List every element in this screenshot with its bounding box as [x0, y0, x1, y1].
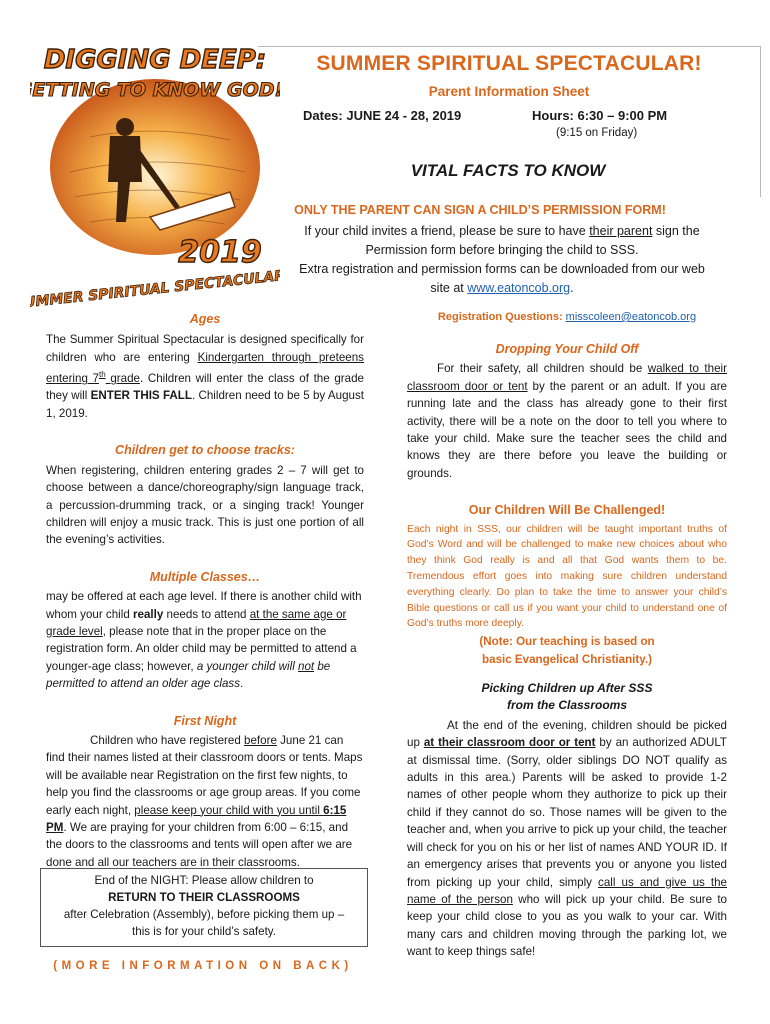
website-link[interactable]: www.eatoncob.org: [467, 281, 571, 295]
page-title: SUMMER SPIRITUAL SPECTACULAR!: [316, 52, 702, 75]
ages-text: . Children will enter the class of the grade they will: [46, 372, 364, 403]
dropping-text: by the parent or an adult. If you are running late and the class has already gone to their first activity, there will be a note on the door to tell you where to take your child. Make sure the teacher sees the child and knows they are there before you leave the building or grounds.: [407, 379, 728, 480]
ages-superscript: th: [99, 370, 106, 380]
teaching-note-line2: basic Evangelical Christianity.): [482, 652, 652, 666]
logo-year: 2019: [178, 235, 262, 270]
notice-text-segment: If your child invites a friend, please be sure to have: [304, 224, 590, 238]
classes-underlined-text: at the same age or grade level: [46, 607, 347, 638]
logo-bottom-text: SUMMER SPIRITUAL SPECTACULAR: [30, 267, 280, 312]
registration-email-link[interactable]: misscoleen@eatoncob.org: [565, 311, 697, 323]
dropping-heading: Dropping Your Child Off: [495, 342, 639, 356]
classes-italic-text: a younger child will: [196, 659, 298, 673]
classes-paragraph: [46, 588, 364, 692]
picking-underlined-text: call us and give us the name of the person: [407, 875, 727, 906]
permission-notice-headline: ONLY THE PARENT CAN SIGN A CHILD’S PERMISSION FORM!: [294, 203, 666, 217]
picking-bold-underlined-text: at their classroom door or tent: [423, 736, 596, 750]
classes-text: may be offered at each age level. If there is another child with whom your child: [46, 590, 362, 621]
picking-text: by an authorized ADULT at dismissal time. (Sorry, older siblings DO NOT qualify as adults in this area.) Parents will be asked to provide 1-2 names of other people whom they authorize to pick up their child if they cannot do so. Those names will be given to the teacher and, when you arrive to pick up your child, the teacher will check for you on his or her list of names AND YOUR ID. If an emergency arises that prevents you or anyone you listed from picking up your child, simply: [407, 736, 727, 889]
end-of-night-note: [40, 868, 368, 947]
picking-text: who will pick up your child. Be sure to keep your child close to you as you walk to your car. With many cars and children moving through the parking lot, we want to keep things safe!: [407, 892, 727, 959]
first-night-heading: First Night: [173, 713, 237, 728]
picking-paragraph: [407, 717, 727, 961]
first-night-text: . We are praying for your children from 6:00 – 6:15, and the doors to the classrooms and tents will open after we are done and all our teachers are in their classrooms.: [46, 821, 353, 869]
ages-heading: Ages: [189, 312, 221, 326]
notice-text-segment: Extra registration and permission forms can be downloaded from our web: [299, 262, 705, 276]
dropping-text: For their safety, all children should be: [437, 362, 648, 376]
classes-italic-text: be permitted to attend an older age class: [46, 659, 331, 691]
permission-notice-text: [262, 222, 742, 298]
ages-underlined-text: Kindergarten through preteens entering 7: [46, 350, 364, 386]
notice-underlined-text: their parent: [589, 224, 653, 238]
classes-text: , please note that in the proper place on the registration form. An older child may be permitted to attend a younger-age class; however,: [46, 624, 357, 673]
ages-paragraph: [46, 331, 364, 422]
notice-text-segment: sign the: [652, 224, 700, 238]
challenged-paragraph: Each night in SSS, our children will be taught important truths of God’s Word and will be challenged to make new choices about who they think God really is and all that God wants them to be. Tremendous effort goes into making sure children understand everything clearly. Do plan to take the time to answer your child’s Bible questions or call us if you want your child to understand one of God’s truths more deeply.: [407, 523, 727, 630]
picking-text: At the end of the evening, children should be picked up: [407, 718, 727, 750]
right-column: [407, 341, 727, 961]
ages-text: The Summer Spiritual Spectacular is designed specifically for children who are entering: [46, 333, 364, 364]
first-night-underlined-text: before: [244, 733, 277, 747]
more-info-footer: (MORE INFORMATION ON BACK): [53, 960, 353, 972]
left-column: [46, 311, 364, 871]
notice-text-segment: .: [570, 281, 574, 295]
vital-facts-heading: VITAL FACTS TO KNOW: [410, 161, 606, 180]
notice-text-segment: Permission form before bringing the child to SSS.: [365, 243, 639, 257]
tracks-heading: Children get to choose tracks:: [115, 443, 295, 458]
dropping-underlined-text: walked to their classroom door or tent: [407, 362, 727, 393]
friday-hours-note: (9:15 on Friday): [556, 127, 638, 139]
first-night-text: June 21 can find their names listed at their classroom doors or tents. Maps will be available near Registration on the first few nights, to help you find the classrooms or age group areas. If you come early each night,: [46, 733, 363, 817]
logo-top-text: DIGGING DEEP:: [43, 45, 267, 75]
picking-heading-line1: Picking Children up After SSS: [481, 681, 653, 696]
event-hours: Hours: 6:30 – 9:00 PM: [532, 108, 668, 123]
picking-heading-line2: from the Classrooms: [506, 698, 628, 713]
ages-text: . Children need to be 5 by August 1, 2019.: [46, 389, 364, 420]
classes-italic-underlined-text: not: [298, 659, 315, 673]
first-night-bold-underlined-text: 6:15 PM: [46, 803, 347, 835]
dropping-paragraph: [407, 360, 727, 482]
challenged-heading: Our Children Will Be Challenged!: [468, 503, 666, 518]
classes-text: .: [240, 677, 244, 691]
classes-text: needs to attend: [163, 607, 250, 621]
logo-mid-text: GETTING TO KNOW GOD!: [30, 79, 280, 101]
teaching-note-line1: (Note: Our teaching is based on: [479, 635, 655, 649]
ages-bold-text: ENTER THIS FALL: [90, 389, 192, 403]
event-dates: Dates: JUNE 24 - 28, 2019: [303, 108, 462, 123]
classes-heading: Multiple Classes…: [149, 569, 261, 584]
first-night-underlined-text: please keep your child with you until: [134, 803, 324, 817]
end-note-line: after Celebration (Assembly), before picking them up –: [63, 908, 345, 921]
notice-text-segment: site at: [430, 281, 468, 295]
classes-bold-text: really: [133, 607, 164, 621]
tracks-paragraph: When registering, children entering grades 2 – 7 will get to choose between a dance/choreography/sign language track, a percussion-drumming track, or a singing track! Younger children will enjoy a music track. This is just one portion of all the evening’s activities.: [46, 463, 364, 547]
registration-label: Registration Questions:: [437, 311, 566, 323]
first-night-text: Children who have registered: [90, 733, 245, 747]
end-note-line: End of the NIGHT: Please allow children to: [94, 874, 314, 887]
page-subtitle: Parent Information Sheet: [428, 84, 590, 99]
first-night-paragraph: [46, 732, 364, 871]
end-note-bold-line: RETURN TO THEIR CLASSROOMS: [108, 891, 300, 904]
end-note-line: this is for your child’s safety.: [132, 925, 276, 938]
ages-underlined-text: grade: [105, 372, 140, 386]
registration-questions: [407, 311, 727, 323]
